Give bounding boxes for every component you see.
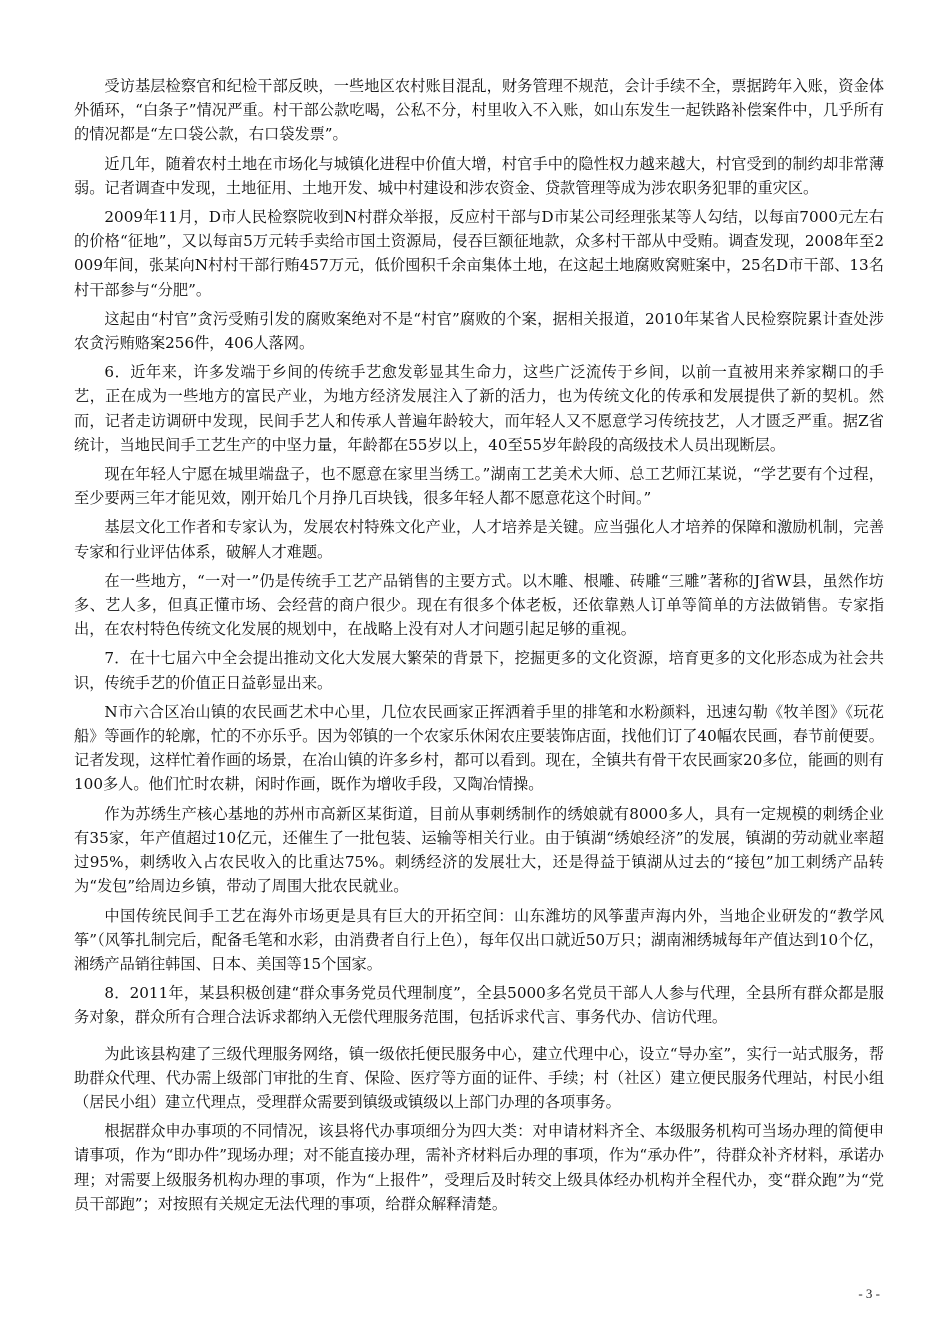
paragraph: 作为苏绣生产核心基地的苏州市高新区某街道，目前从事刺绣制作的绣娘就有8000多人，具有一定规模的刺绣企业有35家，年产值超过10亿元，还催生了一批包装、运输等相关行业。由于镇湖“绣娘经济”的发展，镇湖的劳动就业率超过95%，刺绣收入占农民收入的比重达75%。刺绣经济的发展壮大，还是得益于镇湖从过去的“接包”加工刺绣产品转为“发包”给周边乡镇，带动了周围大批农民就业。 [74,804,884,896]
paragraph: 在一些地方，“一对一”仍是传统手工艺产品销售的主要方式。以木雕、根雕、砖雕“三雕”著称的J省W县，虽然作坊多、艺人多，但真正懂市场、会经营的商户很少。现在有很多个体老板，还依靠熟人订单等简单的方法做销售。专家指出，在农村特色传统文化发展的规划中，在战略上没有对人才问题引起足够的重视。 [74,571,884,639]
paragraph: 根据群众申办事项的不同情况，该县将代办事项细分为四大类：对申请材料齐全、本级服务机构可当场办理的简便申请事项，作为“即办件”现场办理；对不能直接办理，需补齐材料后办理的事项，作为“承办件”，待群众补齐材料，承诺办理；对需要上级服务机构办理的事项，作为“上报件”，受理后及时转交上级具体经办机构并全程代办，变“群众跑”为“党员干部跑”；对按照有关规定无法代理的事项，给群众解释清楚。 [74,1122,884,1213]
document-body [74,74,884,1221]
paragraph: 基层文化工作者和专家认为，发展农村特殊文化产业，人才培养是关键。应当强化人才培养的保障和激励机制，完善专家和行业评估体系，破解人才难题。 [74,518,884,561]
paragraph: 6．近年来，许多发端于乡间的传统手艺愈发彰显其生命力，这些广泛流传于乡间，以前一直被用来养家糊口的手艺，正在成为一些地方的富民产业，为地方经济发展注入了新的活力，也为传统文化的传承和发展提供了新的契机。然而，记者走访调研中发现，民间手艺人和传承人普遍年龄较大，而年轻人又不愿意学习传统技艺，人才匮乏严重。据Z省统计，当地民间手工艺生产的中坚力量，年龄都在55岁以上，40至55岁年龄段的高级技术人员出现断层。 [74,363,884,454]
paragraph: 中国传统民间手工艺在海外市场更是具有巨大的开拓空间：山东潍坊的风筝蜚声海内外，当地企业研发的“教学风筝”（风筝扎制完后，配备毛笔和水彩，由消费者自行上色），每年仅出口就近50万只；湖南湘绣城每年产值达到10个亿，湘绣产品销往韩国、日本、美国等15个国家。 [74,906,884,973]
paragraph: 2009年11月，D市人民检察院收到N村群众举报，反应村干部与D市某公司经理张某等人勾结，以每亩7000元左右的价格“征地”，又以每亩5万元转手卖给市国土资源局，侵吞巨额征地款，众多村干部从中受贿。调查发现，2008年至2009年间，张某向N村村干部行贿457万元，低价囤积千余亩集体土地，在这起土地腐败窝赃案中，25名D市干部、13名村干部参与“分肥”。 [74,208,884,299]
paragraph: 8．2011年，某县积极创建“群众事务党员代理制度”，全县5000多名党员干部人人参与代理，全县所有群众都是服务对象，群众所有合理合法诉求都纳入无偿代理服务范围，包括诉求代言、事务代办、信访代理。 [74,984,884,1027]
paragraph: 受访基层检察官和纪检干部反映，一些地区农村账目混乱，财务管理不规范，会计手续不全，票据跨年入账，资金体外循环，“白条子”情况严重。村干部公款吃喝，公私不分，村里收入不入账，如山东发生一起铁路补偿案件中，几乎所有的情况都是“左口袋公款，右口袋发票”。 [74,77,884,144]
page-number: - 3 - [858,1286,880,1301]
paragraph: 近几年，随着农村土地在市场化与城镇化进程中价值大增，村官手中的隐性权力越来越大，村官受到的制约却非常薄弱。记者调查中发现，土地征用、土地开发、城中村建设和涉农资金、贷款管理等成为涉农职务犯罪的重灾区。 [74,154,884,197]
paragraph: N市六合区冶山镇的农民画艺术中心里，几位农民画家正挥洒着手里的排笔和水粉颜料，迅速勾勒《牧羊图》《玩花船》等画作的轮廓，忙的不亦乐乎。因为邻镇的一个农家乐休闲农庄要装饰店面，找他们订了40幅农民画，春节前便要。记者发现，这样忙着作画的场景，在冶山镇的许多乡村，都可以看到。现在，全镇共有骨干农民画家20多位，能画的则有100多人。他们忙时农耕，闲时作画，既作为增收手段，又陶冶情操。 [74,702,884,794]
paragraph: 7．在十七届六中全会提出推动文化大发展大繁荣的背景下，挖掘更多的文化资源，培育更多的文化形态成为社会共识，传统手艺的价值正日益彰显出来。 [74,649,884,692]
paragraph: 现在年轻人宁愿在城里端盘子，也不愿意在家里当绣工。”湖南工艺美术大师、总工艺师江某说，“学艺要有个过程，至少要两三年才能见效，刚开始几个月挣几百块钱，很多年轻人都不愿意花这个时间。” [74,465,884,508]
paragraph: 为此该县构建了三级代理服务网络，镇一级依托便民服务中心，建立代理中心，设立“导办室”，实行一站式服务，帮助群众代理、代办需上级部门审批的生育、保险、医疗等方面的证件、手续；村（社区）建立便民服务代理站，村民小组（居民小组）建立代理点，受理群众需要到镇级或镇级以上部门办理的各项事务。 [74,1044,884,1111]
paragraph: 这起由“村官”贪污受贿引发的腐败案绝对不是“村官”腐败的个案，据相关报道，2010年某省人民检察院累计查处涉农贪污贿赂案256件，406人落网。 [74,309,884,353]
